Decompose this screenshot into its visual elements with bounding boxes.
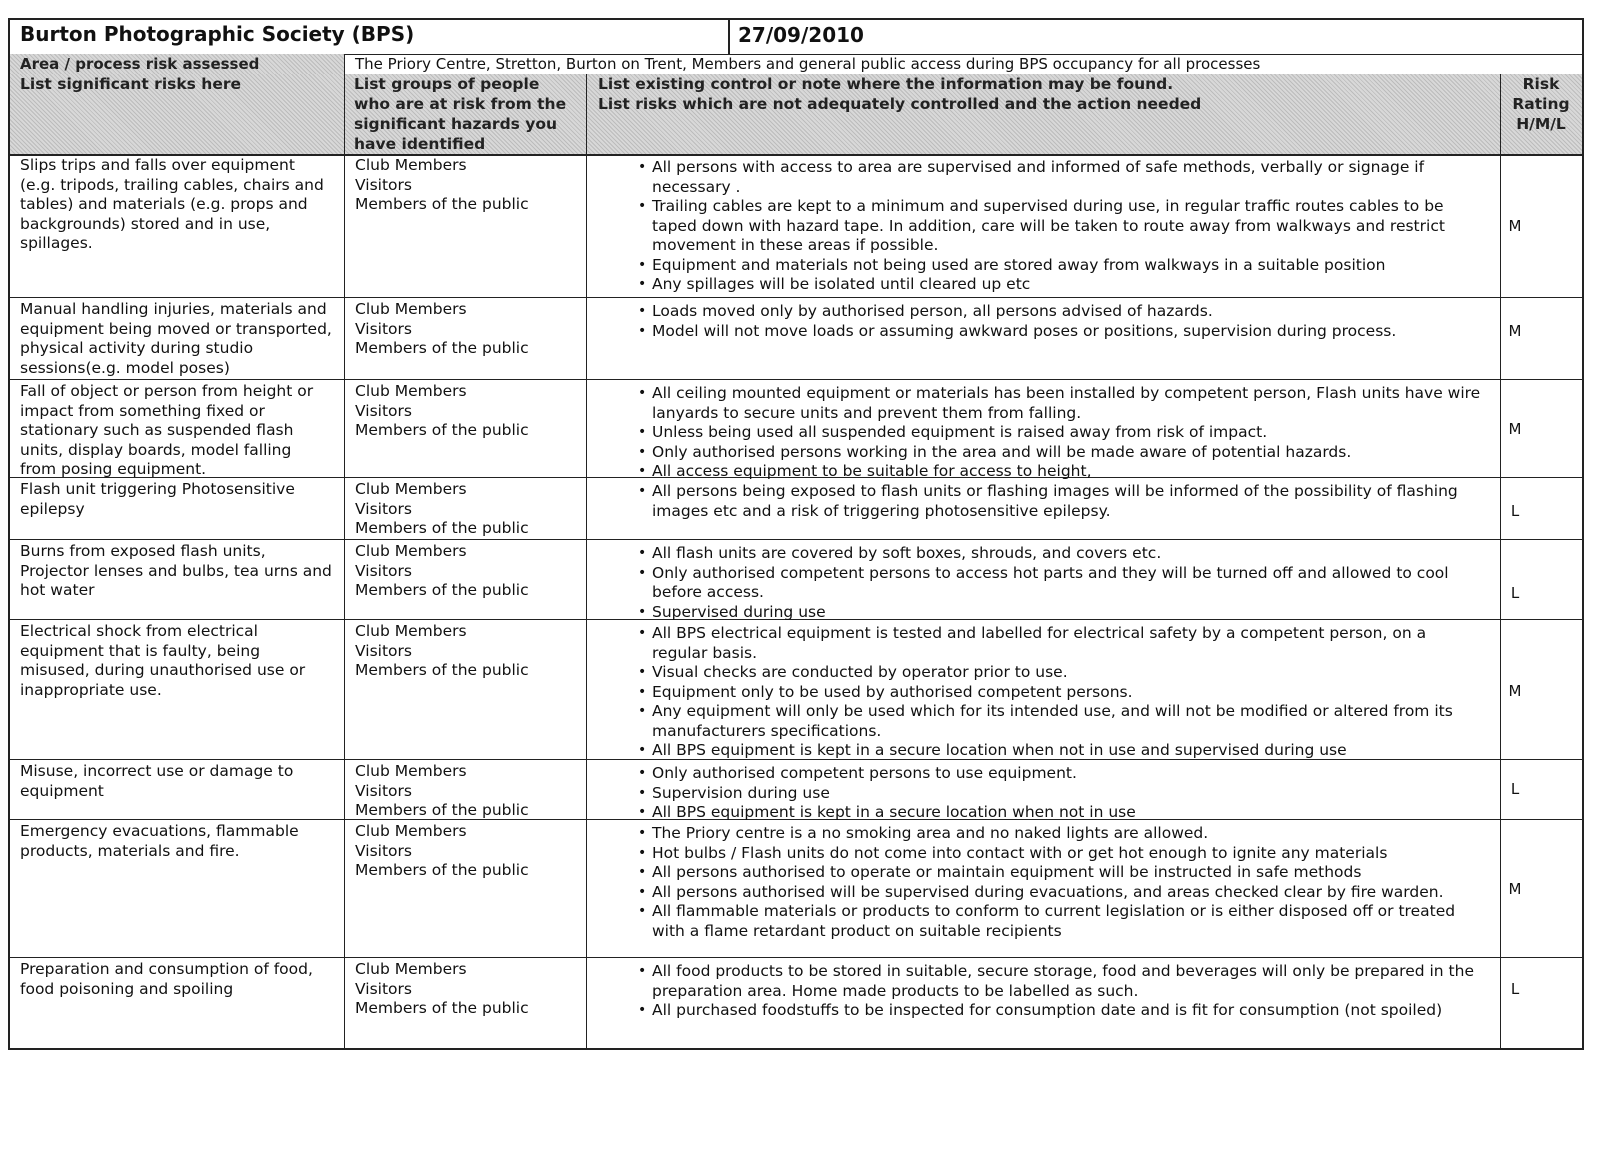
- people-at-risk: [355, 300, 580, 359]
- control-item: • Only authorised competent persons to use equipment.: [600, 764, 1485, 784]
- table-row: [10, 760, 1582, 820]
- people-group: Members of the public: [355, 421, 529, 439]
- risk-description: Fall of object or person from height or impact from something fixed or stationary such as suspended flash units, display boards, model falling from posing equipment.: [20, 382, 314, 478]
- control-item: • Equipment and materials not being used are stored away from walkways in a suitable position: [600, 256, 1485, 276]
- control-item: • All BPS equipment is kept in a secure location when not in use and supervised during use: [600, 741, 1485, 761]
- table-row: [10, 820, 1582, 958]
- risk-rating: L: [1510, 584, 1520, 602]
- control-list: [600, 158, 1485, 295]
- risk-description: Emergency evacuations, flammable products, materials and fire.: [20, 822, 299, 860]
- control-item: • All persons authorised will be supervised during evacuations, and areas checked clear by fire warden.: [600, 883, 1485, 903]
- control-item: • All persons being exposed to flash units or flashing images will be informed of the possibility of flashing images etc and a risk of triggering photosensitive epilepsy.: [600, 482, 1485, 521]
- people-at-risk: [355, 762, 580, 821]
- table-header: [10, 74, 1582, 156]
- control-list: [600, 824, 1485, 941]
- risk-assessment-sheet: [8, 18, 1584, 1050]
- control-list: [600, 764, 1485, 823]
- risk-description: Preparation and consumption of food, food poisoning and spoiling: [20, 960, 313, 998]
- people-group: Club Members: [355, 960, 467, 978]
- control-item: • All ceiling mounted equipment or materials has been installed by competent person, Flash units have wire lanyards to secure units and prevent them from falling.: [600, 384, 1485, 423]
- people-group: Club Members: [355, 480, 467, 498]
- col-header-risks: List significant risks here: [10, 74, 344, 154]
- control-item: • Any spillages will be isolated until cleared up etc: [600, 275, 1485, 295]
- table-row: [10, 478, 1582, 540]
- control-list: [600, 962, 1485, 1021]
- risk-rating: M: [1508, 682, 1522, 700]
- people-group: Members of the public: [355, 999, 529, 1017]
- risk-description: Electrical shock from electrical equipment that is faulty, being misused, during unauthorised use or inappropriate use.: [20, 622, 306, 699]
- people-group: Members of the public: [355, 195, 529, 213]
- people-at-risk: [355, 382, 580, 441]
- header-divider: [728, 20, 730, 54]
- people-group: Visitors: [355, 841, 412, 860]
- control-item: • All access equipment to be suitable for access to height,: [600, 462, 1485, 482]
- people-at-risk: [355, 156, 580, 215]
- table-row: [10, 380, 1582, 478]
- people-group: Visitors: [355, 175, 412, 194]
- people-group: Visitors: [355, 319, 412, 338]
- control-item: • Only authorised persons working in the area and will be made aware of potential hazards.: [600, 443, 1485, 463]
- document-header: [10, 20, 1582, 55]
- control-item: • Trailing cables are kept to a minimum and supervised during use, in regular traffic routes cables to be taped down with hazard tape. In addition, care will be taken to route away from walkways and restrict movement in these areas if possible.: [600, 197, 1485, 256]
- area-row: [10, 54, 1582, 75]
- col-header-people: List groups of people who are at risk from the significant hazards you have identified: [344, 74, 586, 154]
- control-list: [600, 482, 1485, 521]
- control-item: • All persons authorised to operate or maintain equipment will be instructed in safe methods: [600, 863, 1485, 883]
- people-at-risk: [355, 622, 580, 681]
- control-item: • Equipment only to be used by authorised competent persons.: [600, 683, 1485, 703]
- risk-rating: M: [1508, 420, 1522, 438]
- people-group: Visitors: [355, 979, 412, 998]
- risk-rating: M: [1508, 880, 1522, 898]
- people-group: Club Members: [355, 156, 467, 174]
- area-label: Area / process risk assessed: [20, 55, 260, 73]
- control-item: • Model will not move loads or assuming awkward poses or positions, supervision during process.: [600, 322, 1485, 342]
- control-item: • Loads moved only by authorised person, all persons advised of hazards.: [600, 302, 1485, 322]
- people-group: Members of the public: [355, 339, 529, 357]
- people-group: Members of the public: [355, 801, 529, 819]
- risk-description: Flash unit triggering Photosensitive epilepsy: [20, 480, 295, 518]
- risk-rating: L: [1510, 502, 1520, 520]
- control-item: • Hot bulbs / Flash units do not come into contact with or get hot enough to ignite any materials: [600, 844, 1485, 864]
- risk-description: Misuse, incorrect use or damage to equipment: [20, 762, 294, 800]
- people-at-risk: [355, 542, 580, 601]
- table-row: [10, 154, 1582, 298]
- people-group: Club Members: [355, 762, 467, 780]
- people-at-risk: [355, 960, 580, 1019]
- control-item: • Supervised during use: [600, 603, 1485, 623]
- risk-description: Burns from exposed flash units, Projector lenses and bulbs, tea urns and hot water: [20, 542, 332, 599]
- control-list: [600, 544, 1485, 622]
- people-group: Visitors: [355, 499, 412, 518]
- people-group: Visitors: [355, 561, 412, 580]
- control-item: • Unless being used all suspended equipment is raised away from risk of impact.: [600, 423, 1485, 443]
- col-header-controls-line1: List existing control or note where the information may be found.: [598, 75, 1174, 93]
- people-group: Visitors: [355, 781, 412, 800]
- people-group: Club Members: [355, 622, 467, 640]
- table-row: [10, 540, 1582, 620]
- risk-description: Manual handling injuries, materials and equipment being moved or transported, physical activity during studio sessions(e.g. model poses): [20, 300, 332, 377]
- table-row: [10, 298, 1582, 380]
- people-group: Club Members: [355, 542, 467, 560]
- control-list: [600, 302, 1485, 341]
- people-at-risk: [355, 480, 580, 539]
- table-row: [10, 620, 1582, 760]
- people-group: Club Members: [355, 300, 467, 318]
- area-divider: [344, 54, 345, 74]
- assessment-date: 27/09/2010: [738, 23, 864, 47]
- control-item: • All BPS equipment is kept in a secure location when not in use: [600, 803, 1485, 823]
- control-item: • All flash units are covered by soft boxes, shrouds, and covers etc.: [600, 544, 1485, 564]
- control-item: • All food products to be stored in suitable, secure storage, food and beverages will only be prepared in the preparation area. Home made products to be labelled as such.: [600, 962, 1485, 1001]
- people-group: Visitors: [355, 641, 412, 660]
- control-item: • Visual checks are conducted by operator prior to use.: [600, 663, 1485, 683]
- area-label-cell: [10, 54, 344, 74]
- control-item: • Only authorised competent persons to access hot parts and they will be turned off and allowed to cool before access.: [600, 564, 1485, 603]
- control-item: • Supervision during use: [600, 784, 1485, 804]
- control-item: • The Priory centre is a no smoking area and no naked lights are allowed.: [600, 824, 1485, 844]
- control-item: • All BPS electrical equipment is tested and labelled for electrical safety by a competent person, on a regular basis.: [600, 624, 1485, 663]
- control-list: [600, 384, 1485, 482]
- people-group: Club Members: [355, 382, 467, 400]
- control-item: • All persons with access to area are supervised and informed of safe methods, verbally or signage if necessary .: [600, 158, 1485, 197]
- area-value: The Priory Centre, Stretton, Burton on Trent, Members and general public access during BPS occupancy for all processes: [355, 55, 1261, 73]
- risk-rating: M: [1508, 322, 1522, 340]
- people-group: Club Members: [355, 822, 467, 840]
- col-header-controls: [586, 74, 1500, 154]
- people-at-risk: [355, 822, 580, 881]
- col-header-rating: Risk Rating H/M/L: [1500, 74, 1582, 154]
- people-group: Members of the public: [355, 861, 529, 879]
- organisation-title: Burton Photographic Society (BPS): [20, 22, 415, 46]
- control-item: • All purchased foodstuffs to be inspected for consumption date and is fit for consumption (not spoiled): [600, 1001, 1485, 1021]
- col-header-controls-line2: List risks which are not adequately controlled and the action needed: [598, 95, 1202, 113]
- risk-rating: L: [1510, 980, 1520, 998]
- control-item: • Any equipment will only be used which for its intended use, and will not be modified or altered from its manufacturers specifications.: [600, 702, 1485, 741]
- table-row: [10, 958, 1582, 1048]
- control-list: [600, 624, 1485, 761]
- people-group: Members of the public: [355, 661, 529, 679]
- people-group: Visitors: [355, 401, 412, 420]
- people-group: Members of the public: [355, 581, 529, 599]
- risk-rating: M: [1508, 217, 1522, 235]
- risk-description: Slips trips and falls over equipment (e.g. tripods, trailing cables, chairs and tables) and materials (e.g. props and backgrounds) stored and in use, spillages.: [20, 156, 324, 252]
- control-item: • All flammable materials or products to conform to current legislation or is either disposed off or treated with a flame retardant product on suitable recipients: [600, 902, 1485, 941]
- people-group: Members of the public: [355, 519, 529, 537]
- risk-rating: L: [1510, 780, 1520, 798]
